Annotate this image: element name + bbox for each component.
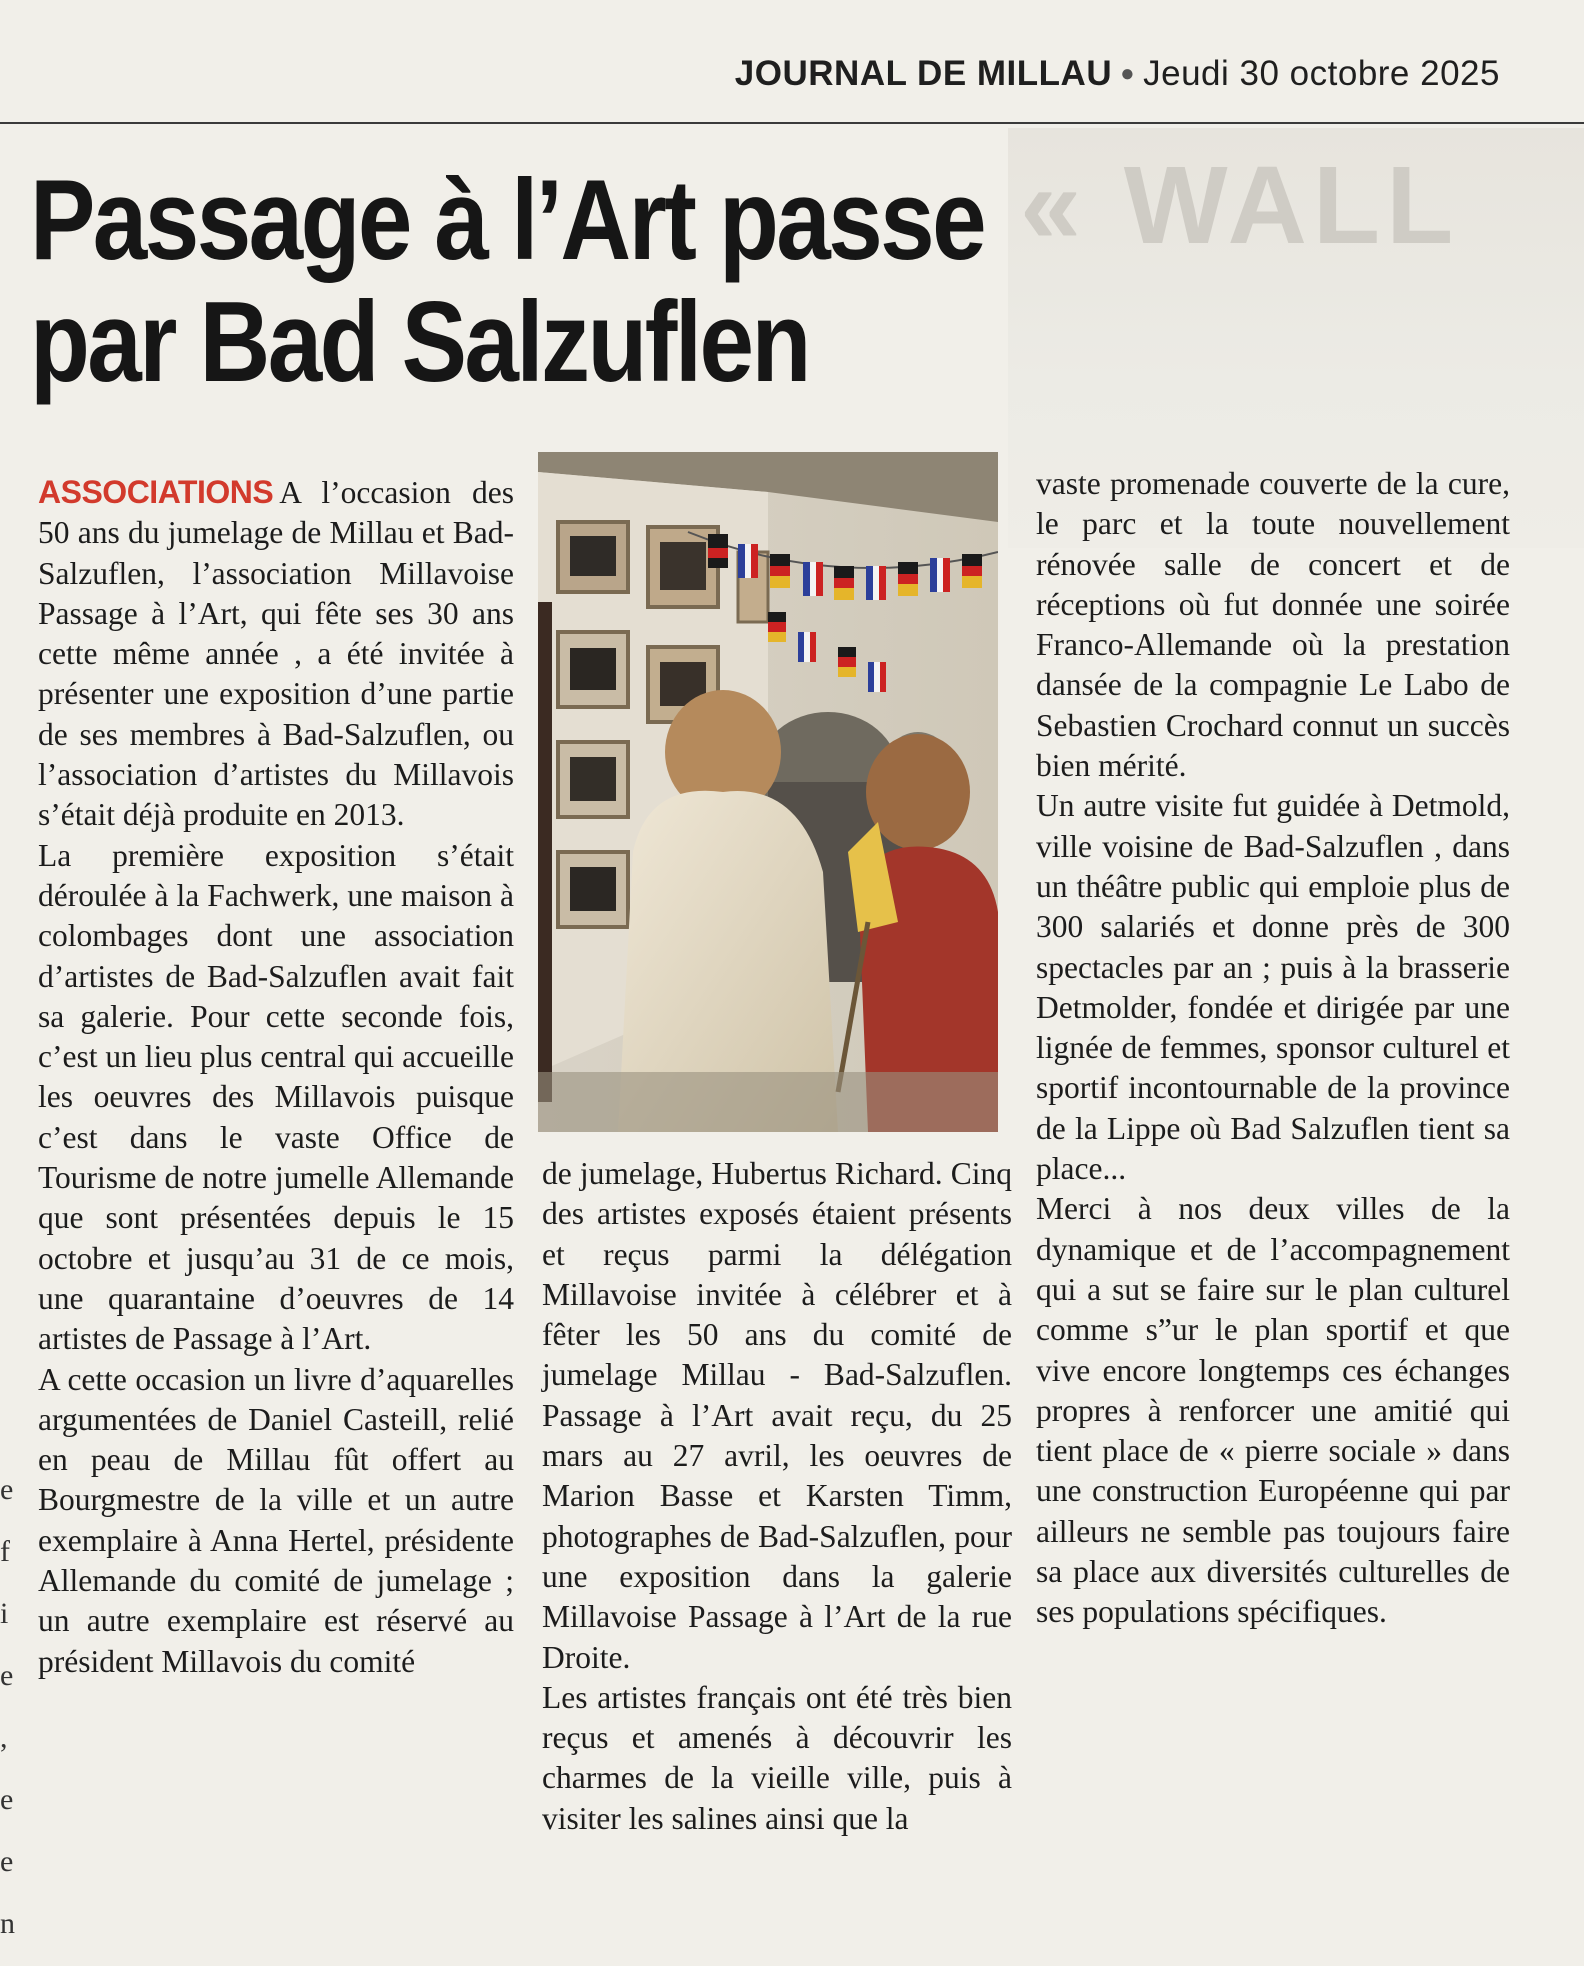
paragraph: de jumelage, Hubertus Richard. Cinq des artistes exposés étaient présents et reçus parmi la délégation Millavoise invitée à célébrer et à fêter les 50 ans du comité de jumelage Millau - Bad-Salzuflen. Passage à l’Art avait reçu, du 25 mars au 27 avril, les oeuvres de Marion Basse et Karsten Timm, photographes de Bad-Salzuflen, pour une exposition dans la galerie Millavoise Passage à l’Art de la rue Droite. [542, 1156, 1012, 1675]
margin-fragment: e [0, 1783, 14, 1816]
margin-fragment: e [0, 1659, 14, 1692]
exhibition-photo [538, 452, 998, 1132]
article-column-2 [542, 1154, 1012, 1839]
margin-fragment: f [0, 1535, 10, 1568]
publication-date: Jeudi 30 octobre 2025 [1143, 54, 1500, 93]
paragraph: Un autre visite fut guidée à Detmold, ville voisine de Bad-Salzuflen , dans un théâtre public qui emploie plus de 300 salariés et donne près de 300 spectacles par an ; puis à la brasserie Detmolder, fondée et dirigée par une lignée de femmes, sponsor culturel et sportif incontournable de la province de la Lippe où Bad Salzuflen tient sa place... [1036, 788, 1510, 1187]
paragraph: vaste promenade couverte de la cure, le parc et la toute nouvellement rénovée salle de concert et de réceptions où fut donnée une soirée Franco-Allemande où la prestation dansée de la compagnie Le Labo de Sebastien Crochard connut un succès bien mérité. [1036, 466, 1510, 784]
section-kicker: ASSOCIATIONS [38, 474, 274, 510]
header-rule [0, 122, 1584, 124]
bullet-separator: ● [1120, 60, 1136, 87]
margin-fragment: e [0, 1473, 14, 1506]
masthead [735, 54, 1500, 94]
paragraph: Les artistes français ont été très bien reçus et amenés à découvrir les charmes de la vieille ville, puis à visiter les salines ainsi que la [542, 1679, 1012, 1836]
paragraph [38, 472, 514, 836]
adjacent-headline-bleed: « WALL [1020, 144, 1460, 267]
paragraph: La première exposition s’était déroulée à la Fachwerk, une maison à colombages dont une association d’artistes de Bad-Salzuflen avait fait sa galerie. Pour cette seconde fois, c’est un lieu plus central qui accueille les oeuvres des Millavois puisque c’est dans le vaste Office de Tourisme de notre jumelle Allemande que sont présentées depuis le 15 octobre et jusqu’au 31 de ce mois, une quarantaine d’oeuvres de 14 artistes de Passage à l’Art. [38, 837, 514, 1357]
margin-fragments [0, 1470, 14, 1966]
margin-fragment: n [0, 1907, 15, 1940]
paragraph-text: A l’occasion des 50 ans du jumelage de Millau et Bad-Salzuflen, l’association Millavoise Passage à l’Art, qui fête ses 30 ans cette même année , a été invitée à présenter une exposition d’une partie de ses membres à Bad-Salzuflen, ou l’association d’artistes du Millavois s’était déjà produite en 2013. [38, 475, 514, 833]
headline-line-1: Passage à l’Art passe [30, 157, 985, 284]
margin-fragment: i [0, 1597, 9, 1630]
article-column-3 [1036, 464, 1510, 1633]
article-column-1 [38, 472, 514, 1682]
margin-fragment: e [0, 1845, 14, 1878]
publication-name: JOURNAL DE MILLAU [734, 54, 1113, 93]
margin-fragment: , [0, 1721, 8, 1754]
paragraph: Merci à nos deux villes de la dynamique et de l’accompagnement qui a sut se faire sur le plan culturel comme s”ur le plan sportif et que vive encore longtemps ces échanges propres à renforcer une amitié qui tient place de « pierre sociale » dans une construction Européenne qui par ailleurs ne semble pas toujours faire sa place aux diversités culturelles de ses populations spécifiques. [1036, 1191, 1510, 1630]
paragraph: A cette occasion un livre d’aquarelles argumentées de Daniel Casteill, relié en peau de Millau fût offert au Bourgmestre de la ville et un autre exemplaire à Anna Hertel, présidente Allemande du comité de jumelage ; un autre exemplaire est réservé au président Millavois du comité [38, 1361, 514, 1679]
article-headline [30, 157, 1019, 406]
headline-line-2: par Bad Salzuflen [30, 279, 809, 406]
